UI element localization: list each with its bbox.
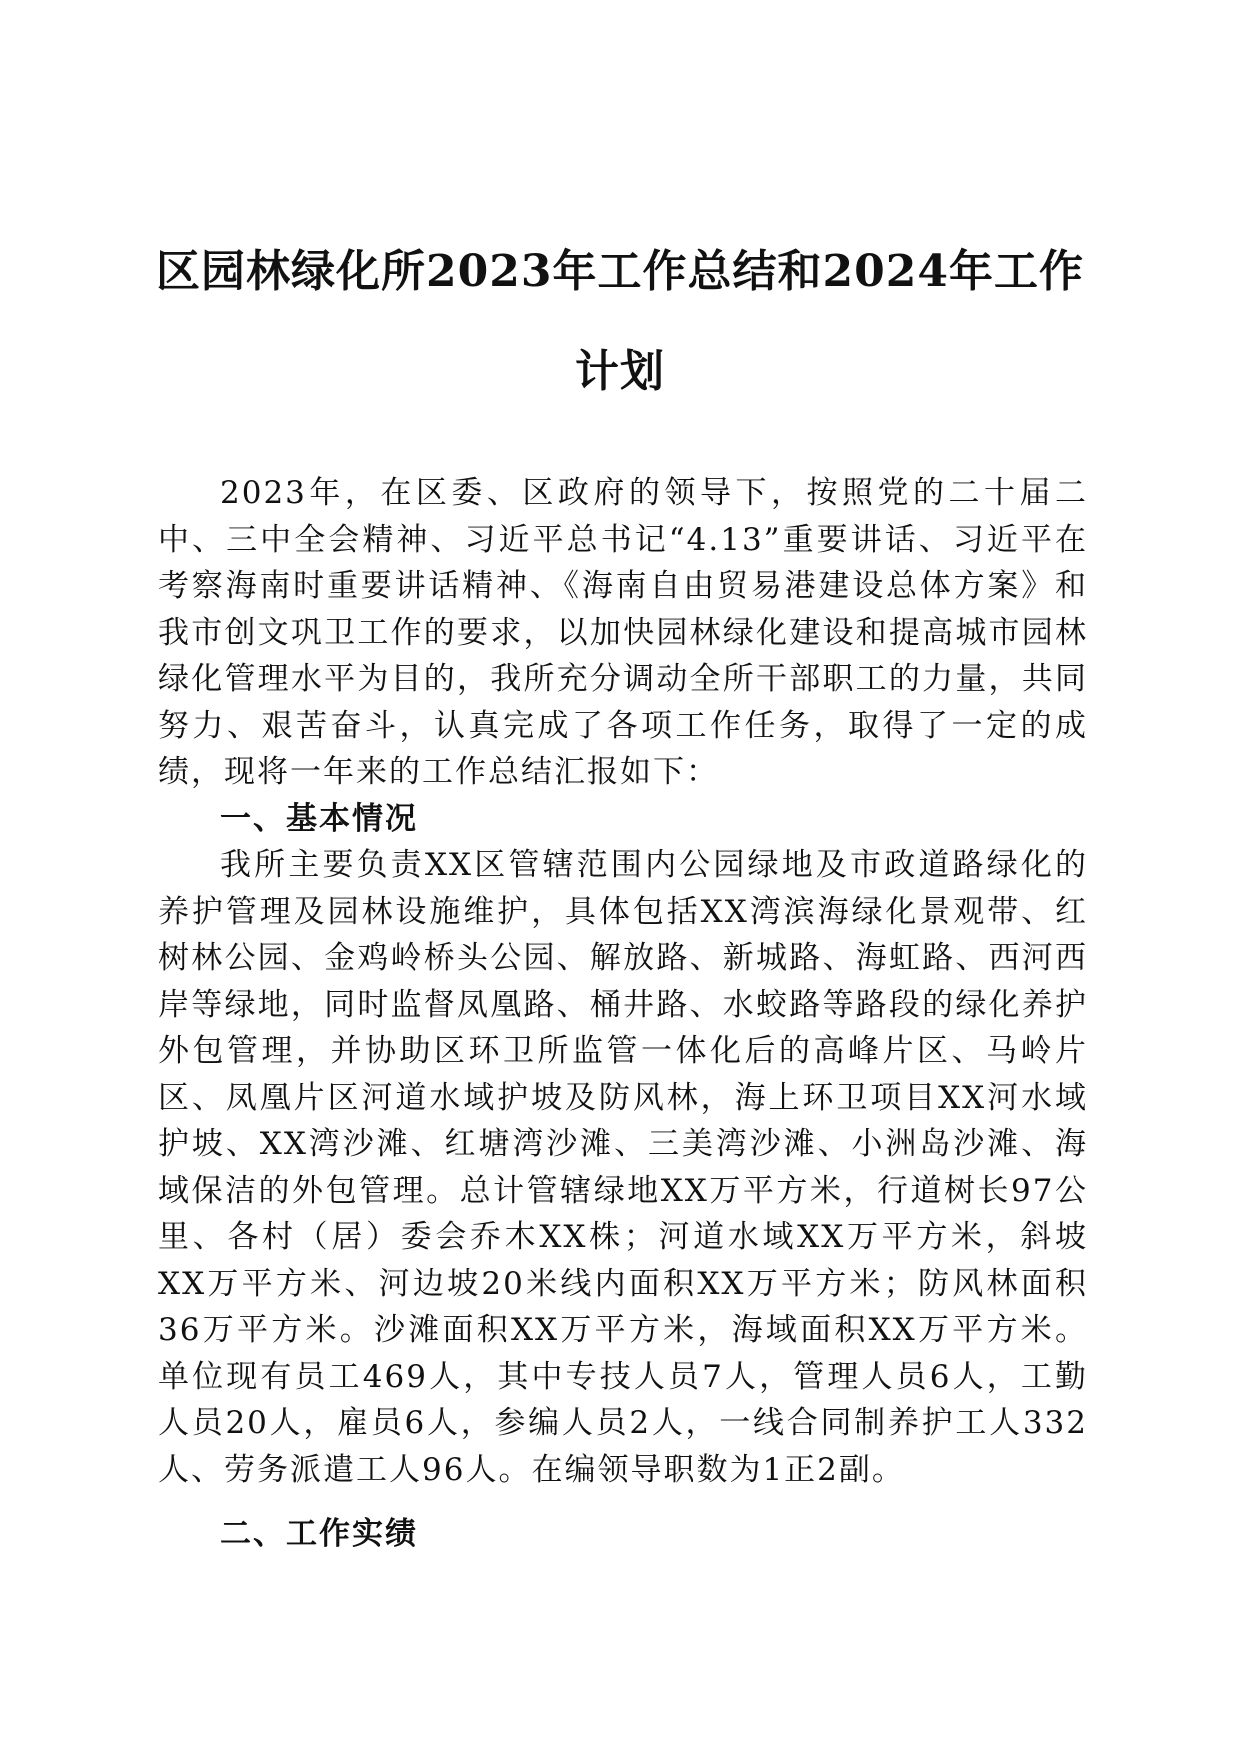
basic-situation-paragraph: 我所主要负责XX区管辖范围内公园绿地及市政道路绿化的养护管理及园林设施维护，具体包括XX湾滨海绿化景观带、红树林公园、金鸡岭桥头公园、解放路、新城路、海虹路、西河西岸等绿地，同时监督凤凰路、桶井路、水蛟路等路段的绿化养护外包管理，并协助区环卫所监管一体化后的高峰片区、马岭片区、凤凰片区河道水域护坡及防风林，海上环卫项目XX河水域护坡、XX湾沙滩、红塘湾沙滩、三美湾沙滩、小洲岛沙滩、海域保洁的外包管理。总计管辖绿地XX万平方米，行道树长97公里、各村（居）委会乔木XX株；河道水域XX万平方米，斜坡XX万平方米、河边坡20米线内面积XX万平方米；防风林面积36万平方米。沙滩面积XX万平方米，海域面积XX万平方米。单位现有员工469人，其中专技人员7人，管理人员6人，工勤人员20人，雇员6人，参编人员2人，一线合同制养护工人332人、劳务派遣工人96人。在编领导职数为1正2副。: [158, 847, 1088, 1488]
title-line-1: 区园林绿化所2023年工作总结和2024年工作: [156, 246, 1084, 297]
document-title: [150, 222, 1090, 422]
section-heading-work-achievements: 二、工作实绩: [220, 1516, 418, 1552]
document-body: [158, 470, 1088, 1558]
section-heading-basic-situation: 一、基本情况: [220, 800, 418, 837]
intro-paragraph: 2023年，在区委、区政府的领导下，按照党的二十届二中、三中全会精神、习近平总书记“4.13”重要讲话、习近平在考察海南时重要讲话精神、《海南自由贸易港建设总体方案》和我市创文巩卫工作的要求，以加快园林绿化建设和提高城市园林绿化管理水平为目的，我所充分调动全所干部职工的力量，共同努力、艰苦奋斗，认真完成了各项工作任务，取得了一定的成绩，现将一年来的工作总结汇报如下：: [158, 475, 1088, 790]
title-line-2: 计划: [575, 346, 665, 397]
